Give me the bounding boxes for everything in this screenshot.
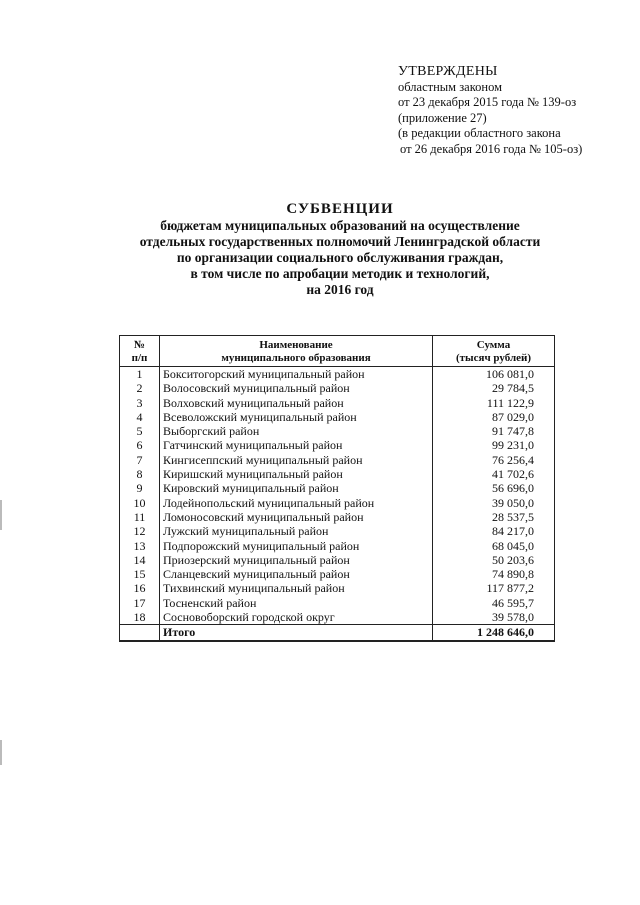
row-sum: 84 217,0 <box>433 524 555 538</box>
approval-line: (приложение 27) <box>398 110 487 125</box>
table-row <box>120 496 555 510</box>
row-sum: 39 578,0 <box>433 610 555 625</box>
row-sum: 28 537,5 <box>433 510 555 524</box>
row-name: Приозерский муниципальный район <box>160 553 433 567</box>
table-row <box>120 396 555 410</box>
row-num: 18 <box>120 610 160 625</box>
table-row <box>120 467 555 481</box>
row-name: Волховский муниципальный район <box>160 396 433 410</box>
table-header-row <box>120 336 555 367</box>
row-sum: 46 595,7 <box>433 596 555 610</box>
row-sum: 76 256,4 <box>433 453 555 467</box>
row-num: 2 <box>120 381 160 395</box>
row-sum: 91 747,8 <box>433 424 555 438</box>
table-row <box>120 610 555 625</box>
row-num: 16 <box>120 581 160 595</box>
row-num: 15 <box>120 567 160 581</box>
row-num: 5 <box>120 424 160 438</box>
row-num: 3 <box>120 396 160 410</box>
row-num: 14 <box>120 553 160 567</box>
row-num: 8 <box>120 467 160 481</box>
approval-stamp <box>398 64 582 157</box>
row-sum: 56 696,0 <box>433 481 555 495</box>
approval-heading: УТВЕРЖДЕНЫ <box>398 64 498 79</box>
table-row <box>120 524 555 538</box>
total-sum: 1 248 646,0 <box>433 625 555 641</box>
row-num: 13 <box>120 539 160 553</box>
row-sum: 111 122,9 <box>433 396 555 410</box>
header-name-line1: Наименование <box>259 339 333 351</box>
approval-line: областным законом <box>398 79 503 94</box>
row-num: 17 <box>120 596 160 610</box>
header-num <box>120 336 160 367</box>
row-sum: 41 702,6 <box>433 467 555 481</box>
row-name: Киришский муниципальный район <box>160 467 433 481</box>
total-row <box>120 625 555 641</box>
title-line: в том числе по апробации методик и технологий, <box>190 266 490 281</box>
header-num-line1: № <box>133 339 146 351</box>
row-num: 11 <box>120 510 160 524</box>
table-row <box>120 381 555 395</box>
title-main: СУБВЕНЦИИ <box>286 201 394 217</box>
header-name <box>160 336 433 367</box>
row-name: Тихвинский муниципальный район <box>160 581 433 595</box>
row-num: 6 <box>120 438 160 452</box>
row-name: Ломоносовский муниципальный район <box>160 510 433 524</box>
title-line: на 2016 год <box>306 282 374 297</box>
row-num: 12 <box>120 524 160 538</box>
row-name: Лужский муниципальный район <box>160 524 433 538</box>
table-row <box>120 438 555 452</box>
row-sum: 99 231,0 <box>433 438 555 452</box>
row-name: Сосновоборский городской округ <box>160 610 433 625</box>
row-name: Гатчинский муниципальный район <box>160 438 433 452</box>
row-sum: 68 045,0 <box>433 539 555 553</box>
row-num: 10 <box>120 496 160 510</box>
row-name: Кингисеппский муниципальный район <box>160 453 433 467</box>
table-row <box>120 453 555 467</box>
row-sum: 74 890,8 <box>433 567 555 581</box>
row-name: Всеволожский муниципальный район <box>160 410 433 424</box>
row-name: Подпорожский муниципальный район <box>160 539 433 553</box>
total-num <box>120 625 160 641</box>
row-name: Кировский муниципальный район <box>160 481 433 495</box>
document-title <box>60 201 620 298</box>
row-name: Бокситогорский муниципальный район <box>160 367 433 382</box>
row-num: 1 <box>120 367 160 382</box>
approval-line: от 23 декабря 2015 года № 139-оз <box>398 95 577 109</box>
header-sum-line1: Сумма <box>476 339 511 351</box>
scan-edge-mark <box>0 500 2 530</box>
row-sum: 29 784,5 <box>433 381 555 395</box>
row-sum: 87 029,0 <box>433 410 555 424</box>
title-line: бюджетам муниципальных образований на осуществление <box>160 218 520 233</box>
table-row <box>120 424 555 438</box>
subsidies-table <box>119 335 555 642</box>
row-name: Тосненский район <box>160 596 433 610</box>
header-sum <box>433 336 555 367</box>
row-name: Сланцевский муниципальный район <box>160 567 433 581</box>
table-row <box>120 367 555 382</box>
table-row <box>120 553 555 567</box>
table-row <box>120 539 555 553</box>
approval-line: от 26 декабря 2016 года № 105-оз) <box>400 141 583 156</box>
table-row <box>120 567 555 581</box>
row-sum: 117 877,2 <box>433 581 555 595</box>
table-row <box>120 481 555 495</box>
title-line: отдельных государственных полномочий Ленинградской области <box>139 234 541 249</box>
approval-line: (в редакции областного закона <box>398 126 561 140</box>
table-row <box>120 410 555 424</box>
row-name: Выборгский район <box>160 424 433 438</box>
header-sum-line2: (тысяч рублей) <box>455 351 532 364</box>
table-row <box>120 510 555 524</box>
scan-edge-mark <box>0 740 2 765</box>
row-num: 7 <box>120 453 160 467</box>
title-line: по организации социального обслуживания граждан, <box>176 250 504 265</box>
row-sum: 106 081,0 <box>433 367 555 382</box>
header-name-line2: муниципального образования <box>221 351 371 364</box>
table-row <box>120 581 555 595</box>
total-label: Итого <box>160 625 433 641</box>
row-sum: 50 203,6 <box>433 553 555 567</box>
table-row <box>120 596 555 610</box>
row-num: 9 <box>120 481 160 495</box>
header-num-line2: п/п <box>131 351 148 364</box>
row-sum: 39 050,0 <box>433 496 555 510</box>
row-name: Волосовский муниципальный район <box>160 381 433 395</box>
row-num: 4 <box>120 410 160 424</box>
row-name: Лодейнопольский муниципальный район <box>160 496 433 510</box>
